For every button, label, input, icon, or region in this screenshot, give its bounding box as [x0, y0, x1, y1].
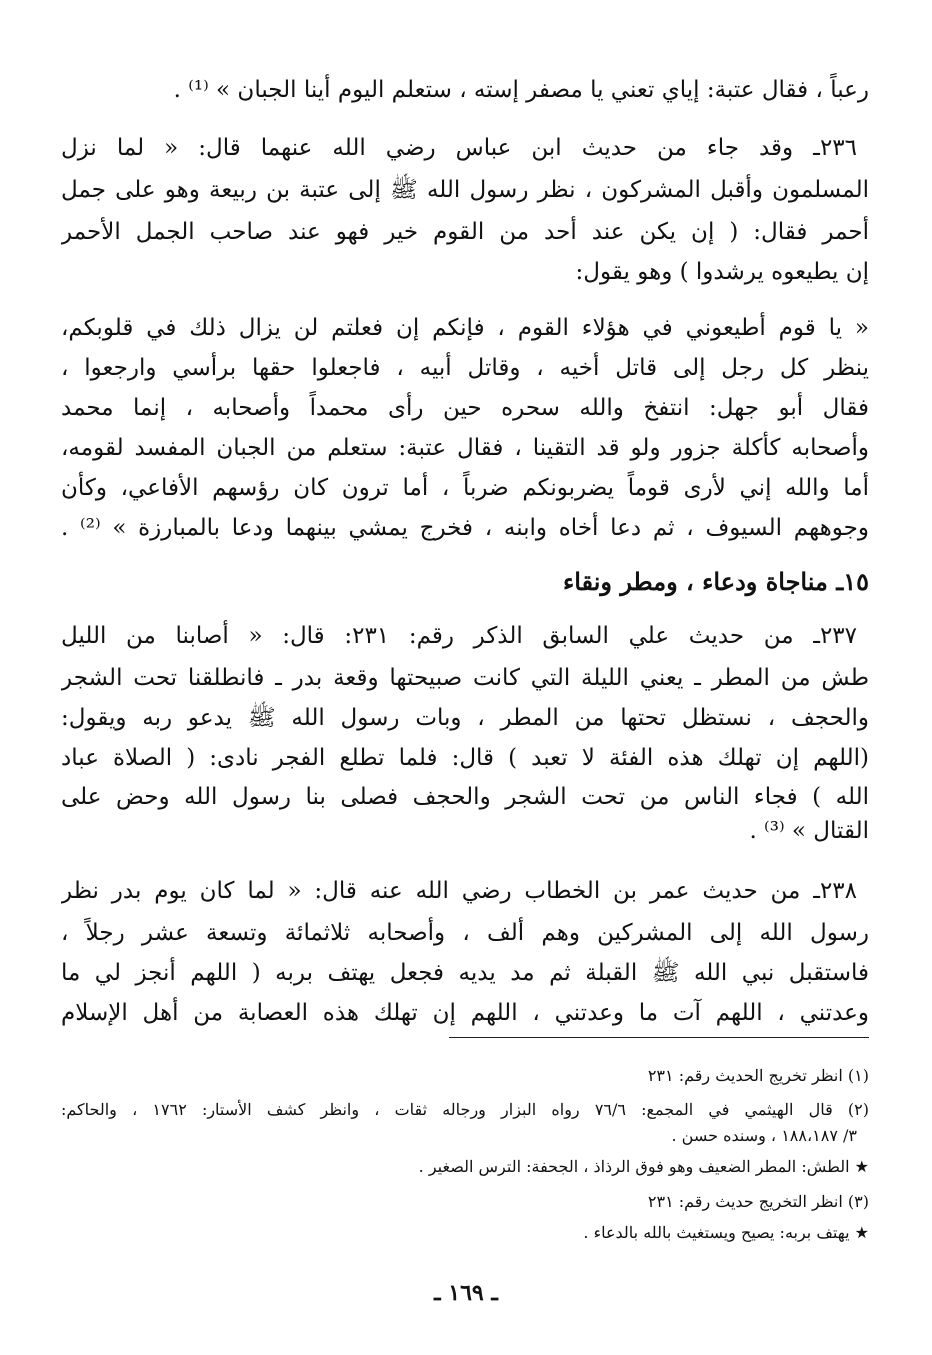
text-line: وعدتني ، اللهم آت ما وعدتني ، اللهم إن تهلك هذه العصابة من أهل الإسلام — [61, 1000, 869, 1026]
text-line: أحمر فقال: ( إن يكن عند أحد من القوم خير فهو عند صاحب الجمل الأحمر — [61, 219, 869, 245]
text-line: فقال أبو جهل: انتفخ والله سحره حين رأى محمداً وأصحابه ، إنما محمد — [61, 395, 869, 421]
text-line: ٢٣٦ـ وقد جاء من حديث ابن عباس رضي الله عنهما قال: « لما نزل — [61, 135, 857, 161]
text-line: طش من المطر ـ يعني الليلة التي كانت صبيحتها وقعة بدر ـ فانطلقنا تحت الشجر — [61, 665, 869, 691]
footnote-line: (١) انظر تخريج الحديث رقم: ٢٣١ — [647, 1066, 869, 1085]
text-line: المسلمون وأقبل المشركون ، نظر رسول الله ﷺ إلى عتبة بن ربيعة وهو على جمل — [61, 177, 869, 203]
footnote-line: (٣) انظر التخريج حديث رقم: ٢٣١ — [647, 1192, 869, 1211]
footnote-line: ★ الطش: المطر الضعيف وهو فوق الرذاذ ، الجحفة: الترس الصغير . — [418, 1157, 869, 1176]
footnote-line: ٣/ ١٨٨،١٨٧ ، وسنده حسن . — [671, 1126, 857, 1145]
text-line: والحجف ، نستظل تحتها من المطر ، وبات رسول الله ﷺ يدعو ربه ويقول: — [61, 705, 869, 731]
text-line: « يا قوم أطيعوني في هؤلاء القوم ، فإنكم إن فعلتم لن يزال ذلك في قلوبكم، — [61, 315, 869, 341]
text-line: رسول الله إلى المشركين وهم ألف ، وأصحابه ثلاثمائة وتسعة عشر رجلاً ، — [61, 920, 869, 946]
text-line: ينظر كل رجل إلى قاتل أخيه ، وقاتل أبيه ، فاجعلوا حقها برأسي وارجعوا ، — [61, 355, 869, 381]
footnote-line: (٢) قال الهيثمي في المجمع: ٧٦/٦ رواه البزار ورجاله ثقات ، وانظر كشف الأستار: ١٧٦٢ ، والحاكم: — [61, 1100, 869, 1119]
section-heading: ١٥ـ مناجاة ودعاء ، ومطر ونقاء — [562, 567, 869, 596]
text-line: وجوههم السيوف ، ثم دعا أخاه وابنه ، فخرج يمشي بينهما ودعا بالمبارزة » ⁽²⁾ . — [61, 515, 869, 541]
footnote-line: ★ يهتف بربه: يصيح ويستغيث بالله بالدعاء . — [583, 1223, 869, 1242]
text-line: إن يطيعوه يرشدوا ) وهو يقول: — [575, 259, 869, 285]
text-line: أما والله إني لأرى قوماً يضربونكم ضرباً ، أما ترون كان رؤسهم الأفاعي، وكأن — [61, 475, 869, 501]
text-line: (اللهم إن تهلك هذه الفئة لا تعبد ) قال: فلما تطلع الفجر نادى: ( الصلاة عباد — [61, 745, 869, 771]
text-line: القتال » ⁽³⁾ . — [749, 818, 869, 844]
text-line: رعباً ، فقال عتبة: إياي تعني يا مصفر إسته ، ستعلم اليوم أينا الجبان » ⁽¹⁾ . — [173, 77, 869, 103]
text-line: وأصحابه كأكلة جزور ولو قد التقينا ، فقال عتبة: ستعلم من الجبان المفسد لقومه، — [61, 435, 869, 461]
text-line: فاستقبل نبي الله ﷺ القبلة ثم مد يديه فجعل يهتف بربه ( اللهم أنجز لي ما — [61, 960, 869, 986]
text-line: ٢٣٧ـ من حديث علي السابق الذكر رقم: ٢٣١: قال: « أصابنا من الليل — [61, 623, 857, 649]
text-line: الله ) فجاء الناس من تحت الشجر والحجف فصلى بنا رسول الله وحض على — [61, 784, 869, 810]
page-number: ـ ١٦٩ ـ — [434, 1280, 498, 1306]
footnote-separator — [449, 1037, 869, 1038]
text-line: ٢٣٨ـ من حديث عمر بن الخطاب رضي الله عنه قال: « لما كان يوم بدر نظر — [61, 878, 857, 904]
